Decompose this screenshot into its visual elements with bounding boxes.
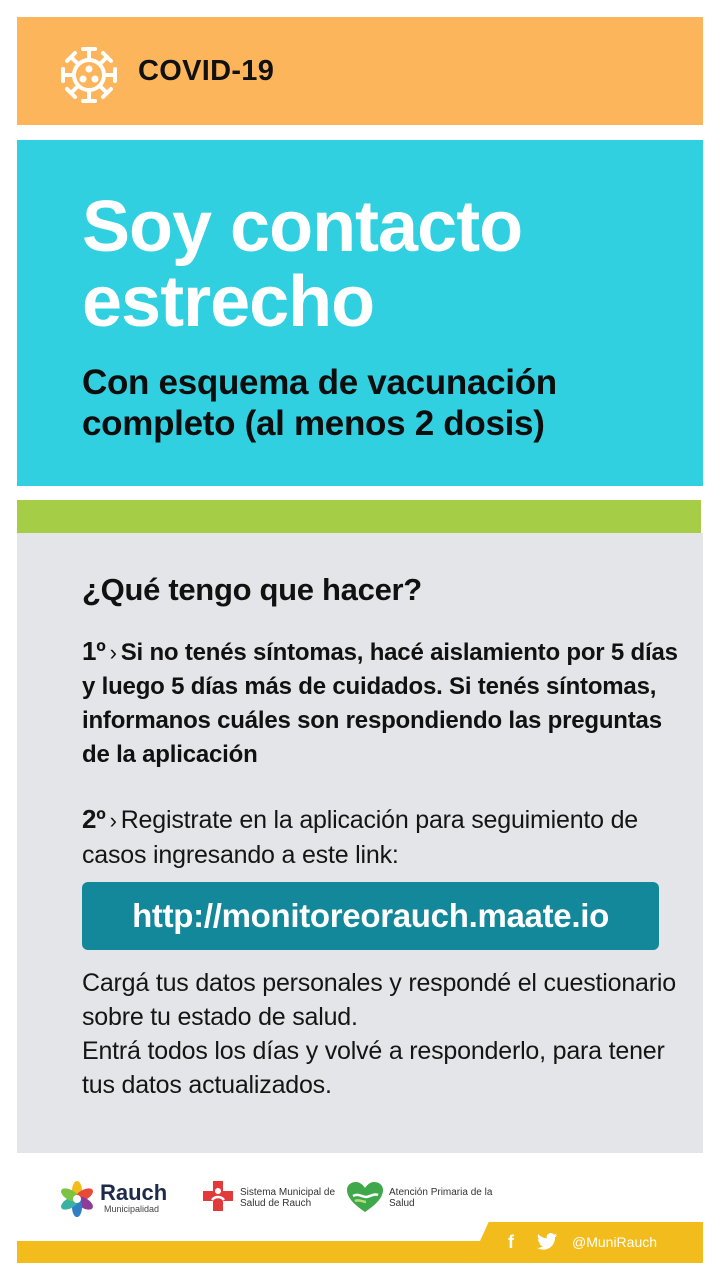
step-2-number: 2º: [82, 804, 106, 834]
virus-icon: [58, 44, 120, 106]
rauch-logo-name: Rauch: [100, 1180, 168, 1205]
heart-hands-icon: [345, 1180, 385, 1214]
medical-cross-icon: [200, 1178, 236, 1214]
rauch-logo-icon: [58, 1180, 96, 1218]
salud-logo-label: Sistema Municipal de Salud de Rauch: [240, 1187, 336, 1209]
instructions: [82, 966, 702, 1102]
social-handle[interactable]: @MuniRauch: [572, 1234, 658, 1250]
instructions-line-1: Cargá tus datos personales y respondé el cuestionario sobre tu estado de salud.: [82, 969, 676, 1031]
chevron-right-icon: ›: [109, 808, 117, 833]
step-2-text: Registrate en la aplicación para seguimiento de casos ingresando a este link:: [82, 806, 639, 869]
hero-subtitle: Con esquema de vacunación completo (al menos 2 dosis): [82, 363, 557, 443]
instructions-line-2: Entrá todos los días y volvé a responderlo, para tener tus datos actualizados.: [82, 1037, 665, 1099]
facebook-icon[interactable]: f: [508, 1232, 514, 1252]
step-2: [82, 802, 692, 872]
question-heading: ¿Qué tengo que hacer?: [82, 572, 422, 607]
step-1-number: 1º: [82, 636, 106, 666]
step-1-text: Si no tenés síntomas, hacé aislamiento por 5 días y luego 5 días más de cuidados. Si tenés síntomas, informanos cuáles son respondiendo las preguntas de la aplicación: [82, 639, 678, 768]
header-title: COVID-19: [138, 55, 275, 87]
twitter-icon[interactable]: [536, 1232, 558, 1252]
chevron-right-icon: ›: [109, 640, 117, 665]
monitoring-link[interactable]: http://monitoreorauch.maate.io: [82, 882, 659, 950]
divider-strip: [17, 500, 701, 533]
hero-title: Soy contacto estrecho: [82, 187, 523, 342]
rauch-logo-subtitle: Municipalidad: [104, 1204, 160, 1214]
aps-logo-label: Atención Primaria de la Salud: [389, 1187, 493, 1209]
step-1: [82, 634, 692, 772]
